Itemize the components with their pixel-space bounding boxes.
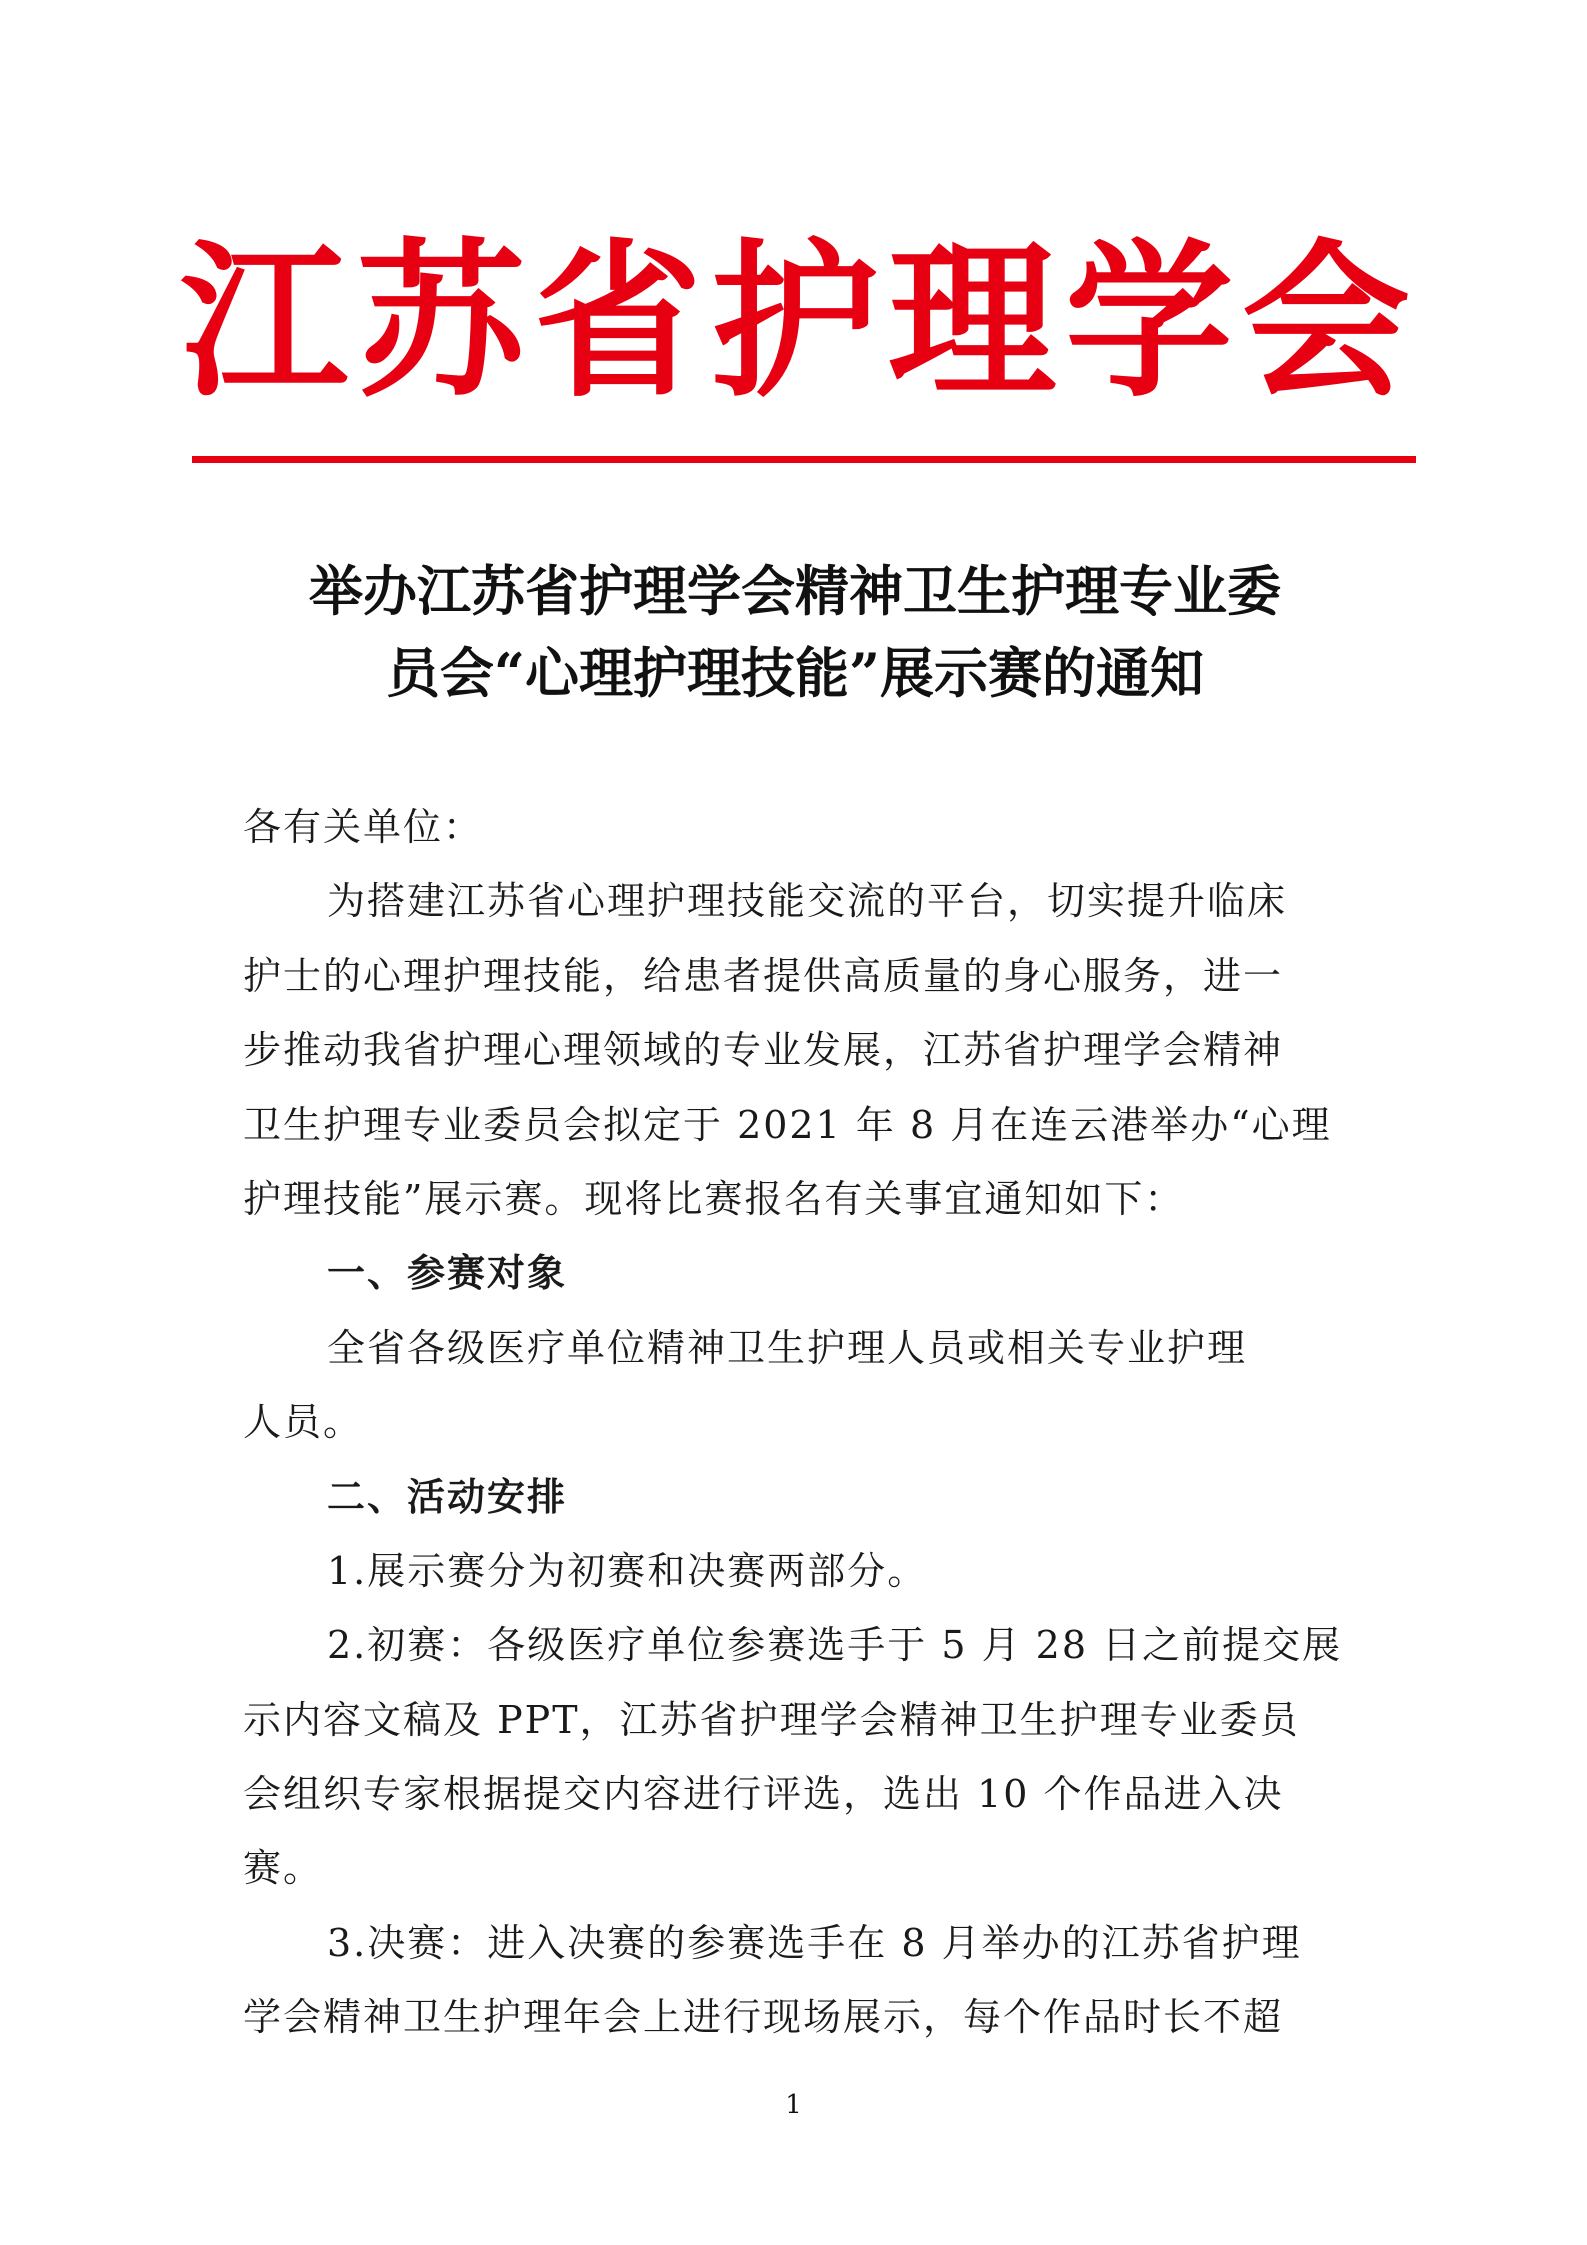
document-body <box>243 790 1353 2055</box>
letterhead-char: 江 <box>180 224 348 420</box>
list-item-line: 学会精神卫生护理年会上进行现场展示，每个作品时长不超 <box>243 1995 1284 2040</box>
paragraph-line: 护士的心理护理技能，给患者提供高质量的身心服务，进一 <box>243 953 1284 998</box>
paragraph-line: 为搭建江苏省心理护理技能交流的平台，切实提升临床 <box>327 879 1288 924</box>
letterhead-divider <box>192 456 1416 463</box>
list-item-line: 会组织专家根据提交内容进行评选，选出 10 个作品进入决 <box>243 1772 1284 1817</box>
letterhead-org-name <box>180 222 1410 422</box>
paragraph-line: 护理技能”展示赛。现将比赛报名有关事宜通知如下： <box>243 1176 1185 1221</box>
paragraph-line: 全省各级医疗单位精神卫生护理人员或相关专业护理 <box>327 1325 1248 1370</box>
letterhead-char: 护 <box>711 224 879 420</box>
section-heading: 一、参赛对象 <box>327 1251 568 1296</box>
letterhead-char: 省 <box>534 224 702 420</box>
list-item-line: 示内容文稿及 PPT，江苏省护理学会精神卫生护理专业委员 <box>243 1697 1300 1742</box>
list-item-line: 1.展示赛分为初赛和决赛两部分。 <box>327 1548 928 1593</box>
document-title <box>180 550 1410 714</box>
letterhead-char: 理 <box>888 224 1056 420</box>
list-item-line: 赛。 <box>243 1846 324 1891</box>
page-number: 1 <box>785 2090 802 2120</box>
paragraph-line: 卫生护理专业委员会拟定于 2021 年 8 月在连云港举办“心理 <box>243 1102 1332 1147</box>
paragraph-line: 步推动我省护理心理领域的专业发展，江苏省护理学会精神 <box>243 1028 1284 1073</box>
letterhead-char: 苏 <box>357 224 525 420</box>
list-item-line: 3.决赛：进入决赛的参赛选手在 8 月举办的江苏省护理 <box>327 1920 1302 1965</box>
list-item-line: 2.初赛：各级医疗单位参赛选手于 5 月 28 日之前提交展 <box>327 1623 1343 1668</box>
letterhead-char: 学 <box>1065 224 1233 420</box>
salutation: 各有关单位： <box>243 805 484 849</box>
section-heading: 二、活动安排 <box>327 1474 568 1519</box>
paragraph-line: 人员。 <box>243 1400 364 1445</box>
letterhead-char: 会 <box>1242 224 1410 420</box>
document-title-line: 举办江苏省护理学会精神卫生护理专业委 <box>309 559 1281 623</box>
document-title-line: 员会“心理护理技能”展示赛的通知 <box>385 641 1205 705</box>
